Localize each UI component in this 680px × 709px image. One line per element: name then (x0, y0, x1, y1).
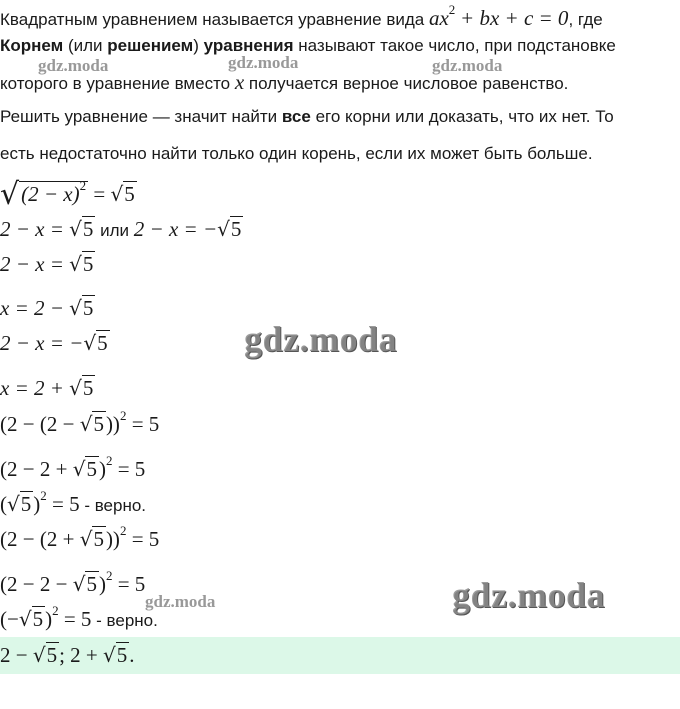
equation-9: $(√5)^2 = 5$ - верно. (0, 488, 147, 516)
answer-text: 2 − √5; 2 + √5. (0, 643, 135, 667)
intro-line-3: которого в уравнение вместо x получается верное числовое равенство. (0, 70, 569, 94)
intro-line-5: есть недостаточно найти только один корень, если их может быть больше. (0, 144, 593, 163)
equation-12: $(-√5)^2 = 5$ - верно. (0, 603, 158, 631)
watermark-logo: gdz.moda (38, 56, 109, 75)
equation-6: x = 2 + √5 (0, 376, 94, 400)
equation-5: 2 − x = −√5 (0, 331, 108, 355)
watermark-logo: gdz.moda (432, 56, 503, 75)
watermark-logo: gdz.moda (244, 319, 398, 359)
watermark-logo: gdz.moda (452, 575, 606, 615)
equation-11: $(2 - 2 - √5)^2 = 5$ (0, 568, 146, 596)
equation-4: x = 2 − √5 (0, 296, 94, 320)
watermark-logo: gdz.moda (228, 53, 299, 72)
intro-line-1: Квадратным уравнением называется уравнение вида $ax^2$ + bx + c = 0, где (0, 2, 603, 30)
equation-1: $√(2 - x)^2 = √5$ (0, 177, 135, 212)
equation-10: $(2 - (2 + √5))^2 = 5$ (0, 523, 160, 551)
equation-2: 2 − x = √5 или 2 − x = −√5 (0, 217, 242, 241)
equation-7: $(2 - (2 - √5))^2 = 5$ (0, 408, 160, 436)
answer-box (0, 637, 680, 674)
intro-line-4: Решить уравнение — значит найти все его корни или доказать, что их нет. То (0, 107, 614, 126)
equation-3: 2 − x = √5 (0, 252, 94, 276)
intro-line-2: Корнем (или решением) уравнения называют такое число, при подстановке (0, 36, 616, 55)
sqrt-5: √5 (110, 182, 135, 206)
watermark-logo: gdz.moda (145, 592, 216, 611)
equation-8: $(2 - 2 + √5)^2 = 5$ (0, 453, 146, 481)
